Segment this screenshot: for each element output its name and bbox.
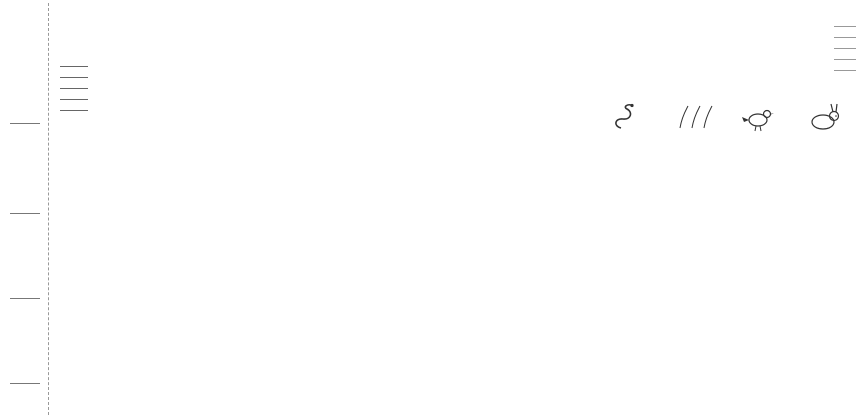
bird-icon <box>738 102 780 132</box>
answer-blank[interactable] <box>834 64 856 71</box>
section-heading <box>57 117 315 126</box>
column-3 <box>598 3 856 415</box>
binding-field <box>10 63 40 124</box>
binding-field <box>10 153 40 214</box>
question <box>57 60 315 69</box>
feathers-icon <box>674 102 716 132</box>
question <box>57 82 315 91</box>
section-heading <box>57 48 315 57</box>
question <box>57 165 315 172</box>
question <box>57 104 315 113</box>
answer-options <box>57 156 315 163</box>
answer-options <box>327 67 585 74</box>
section-heading <box>598 148 856 157</box>
answer-options <box>57 192 315 199</box>
true-false-row <box>598 51 856 60</box>
question <box>327 76 585 83</box>
matching-item[interactable] <box>798 102 850 141</box>
binding-field <box>10 323 40 384</box>
question <box>57 71 315 80</box>
answer-blank[interactable] <box>834 31 856 38</box>
matching-item[interactable] <box>733 102 785 141</box>
answer-options <box>327 31 585 38</box>
column-1 <box>57 3 315 415</box>
answer-options <box>327 121 585 128</box>
question <box>327 4 585 11</box>
rabbit-icon <box>803 102 845 132</box>
instruction <box>598 87 856 94</box>
question <box>57 129 315 136</box>
true-false-row <box>598 62 856 71</box>
question <box>327 40 585 47</box>
question <box>327 112 585 119</box>
binding-margin <box>4 3 49 415</box>
true-false-row <box>598 40 856 49</box>
true-false-row <box>598 18 856 27</box>
true-false-row <box>598 29 856 38</box>
answer-options <box>327 103 585 110</box>
matching-item[interactable] <box>669 102 721 141</box>
exam-title <box>57 21 315 33</box>
answer-options <box>327 85 585 92</box>
binding-field <box>10 238 40 299</box>
matching-item[interactable] <box>604 102 656 141</box>
answer-blank[interactable] <box>834 42 856 49</box>
reading-passage <box>598 160 856 167</box>
question <box>327 22 585 29</box>
section-heading <box>598 6 856 15</box>
snake-icon <box>609 102 651 132</box>
exam-meta <box>57 35 315 43</box>
answer-options <box>57 138 315 145</box>
exam-columns <box>49 3 856 415</box>
question <box>327 94 585 101</box>
answer-options <box>327 49 585 56</box>
question <box>57 147 315 154</box>
answer-options <box>57 174 315 181</box>
column-2 <box>327 3 585 415</box>
answer-options <box>327 13 585 20</box>
answer-blank[interactable] <box>834 20 856 27</box>
question <box>57 93 315 102</box>
question <box>57 183 315 190</box>
matching-pictures <box>598 99 856 141</box>
answer-blank[interactable] <box>834 53 856 60</box>
section-heading <box>598 75 856 84</box>
question <box>327 58 585 65</box>
region-title <box>57 5 315 17</box>
